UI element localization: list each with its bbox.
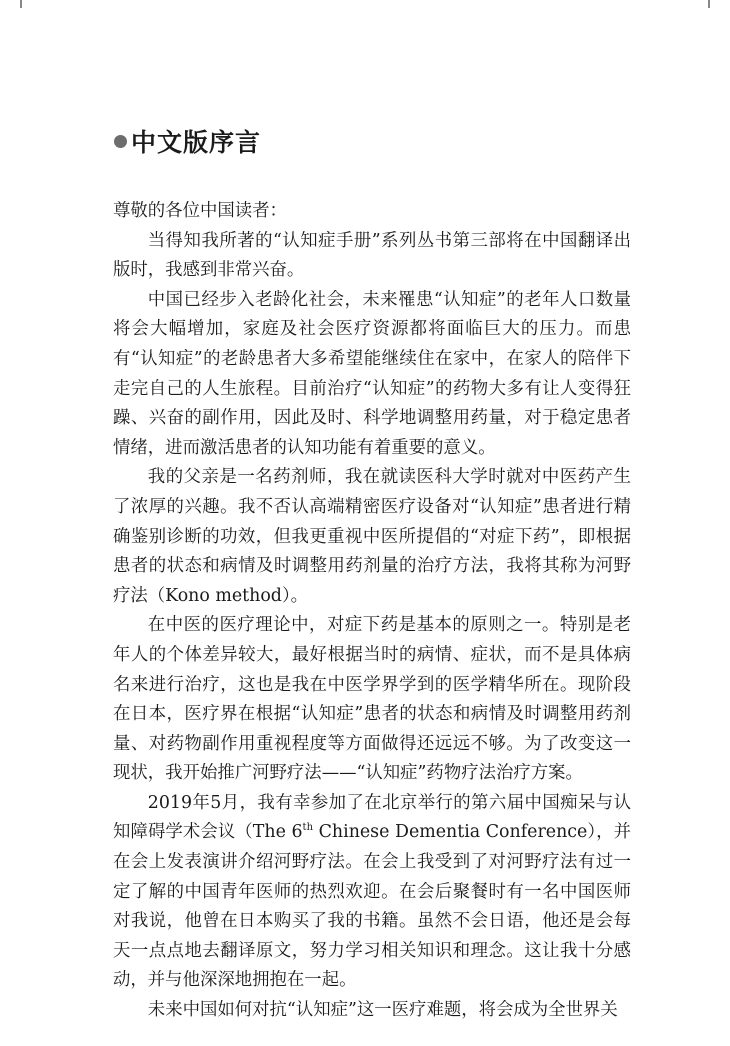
salutation: 尊敬的各位中国读者： [113,201,287,221]
ordinal-superscript: th [302,822,314,834]
crop-mark-right [708,0,710,8]
page-title: 中文版序言 [131,128,262,157]
paragraph-5-part-2: Chinese Dementia Conference），并在会上发表演讲介绍河野疗法。在会上我受到了对河野疗法有过一定了解的中国青年医师的热烈欢迎。在会后聚餐时有一名中国医师对我说，他曾在日本购买了我的书籍。虽然不会日语，他还是会每天一点点地去翻译原文，努力学习相关知识和理念。这让我十分感动，并与他深深地拥抱在一起。 [113,822,632,991]
paragraph-5 [113,789,631,996]
paragraph-2: 中国已经步入老龄化社会，未来罹患“认知症”的老年人口数量将会大幅增加，家庭及社会医疗资源都将面临巨大的压力。而患有“认知症”的老龄患者大多希望能继续住在家中，在家人的陪伴下走完自己的人生旅程。目前治疗“认知症”的药物大多有让人变得狂躁、兴奋的副作用，因此及时、科学地调整用药量，对于稳定患者情绪，进而激活患者的认知功能有着重要的意义。 [113,289,631,458]
paragraph-5-part-1: 2019年5月，我有幸参加了在北京举行的第六届中国痴呆与认知障碍学术会议（The 6 [113,792,631,843]
preface-body [113,197,631,1026]
section-heading [114,119,261,163]
heading-bullet-icon [114,135,127,148]
paragraph-1: 当得知我所著的“认知症手册”系列丛书第三部将在中国翻译出版时，我感到非常兴奋。 [113,230,631,281]
paragraph-3: 我的父亲是一名药剂师，我在就读医科大学时就对中医药产生了浓厚的兴趣。我不否认高端精密医疗设备对“认知症”患者进行精确鉴别诊断的功效，但我更重视中医所提倡的“对症下药”，即根据患者的状态和病情及时调整用药剂量的治疗方法，我将其称为河野疗法（Kono method）。 [113,467,631,606]
paragraph-6: 未来中国如何对抗“认知症”这一医疗难题，将会成为全世界关 [147,1000,618,1021]
crop-mark-left [20,0,22,8]
paragraph-4: 在中医的医疗理论中，对症下药是基本的原则之一。特别是老年人的个体差异较大，最好根据当时的病情、症状，而不是具体病名来进行治疗，这也是我在中医学界学到的医学精华所在。现阶段在日本，医疗界在根据“认知症”患者的状态和病情及时调整用药剂量、对药物副作用重视程度等方面做得还远远不够。为了改变这一现状，我开始推广河野疗法——“认知症”药物疗法治疗方案。 [113,615,631,784]
